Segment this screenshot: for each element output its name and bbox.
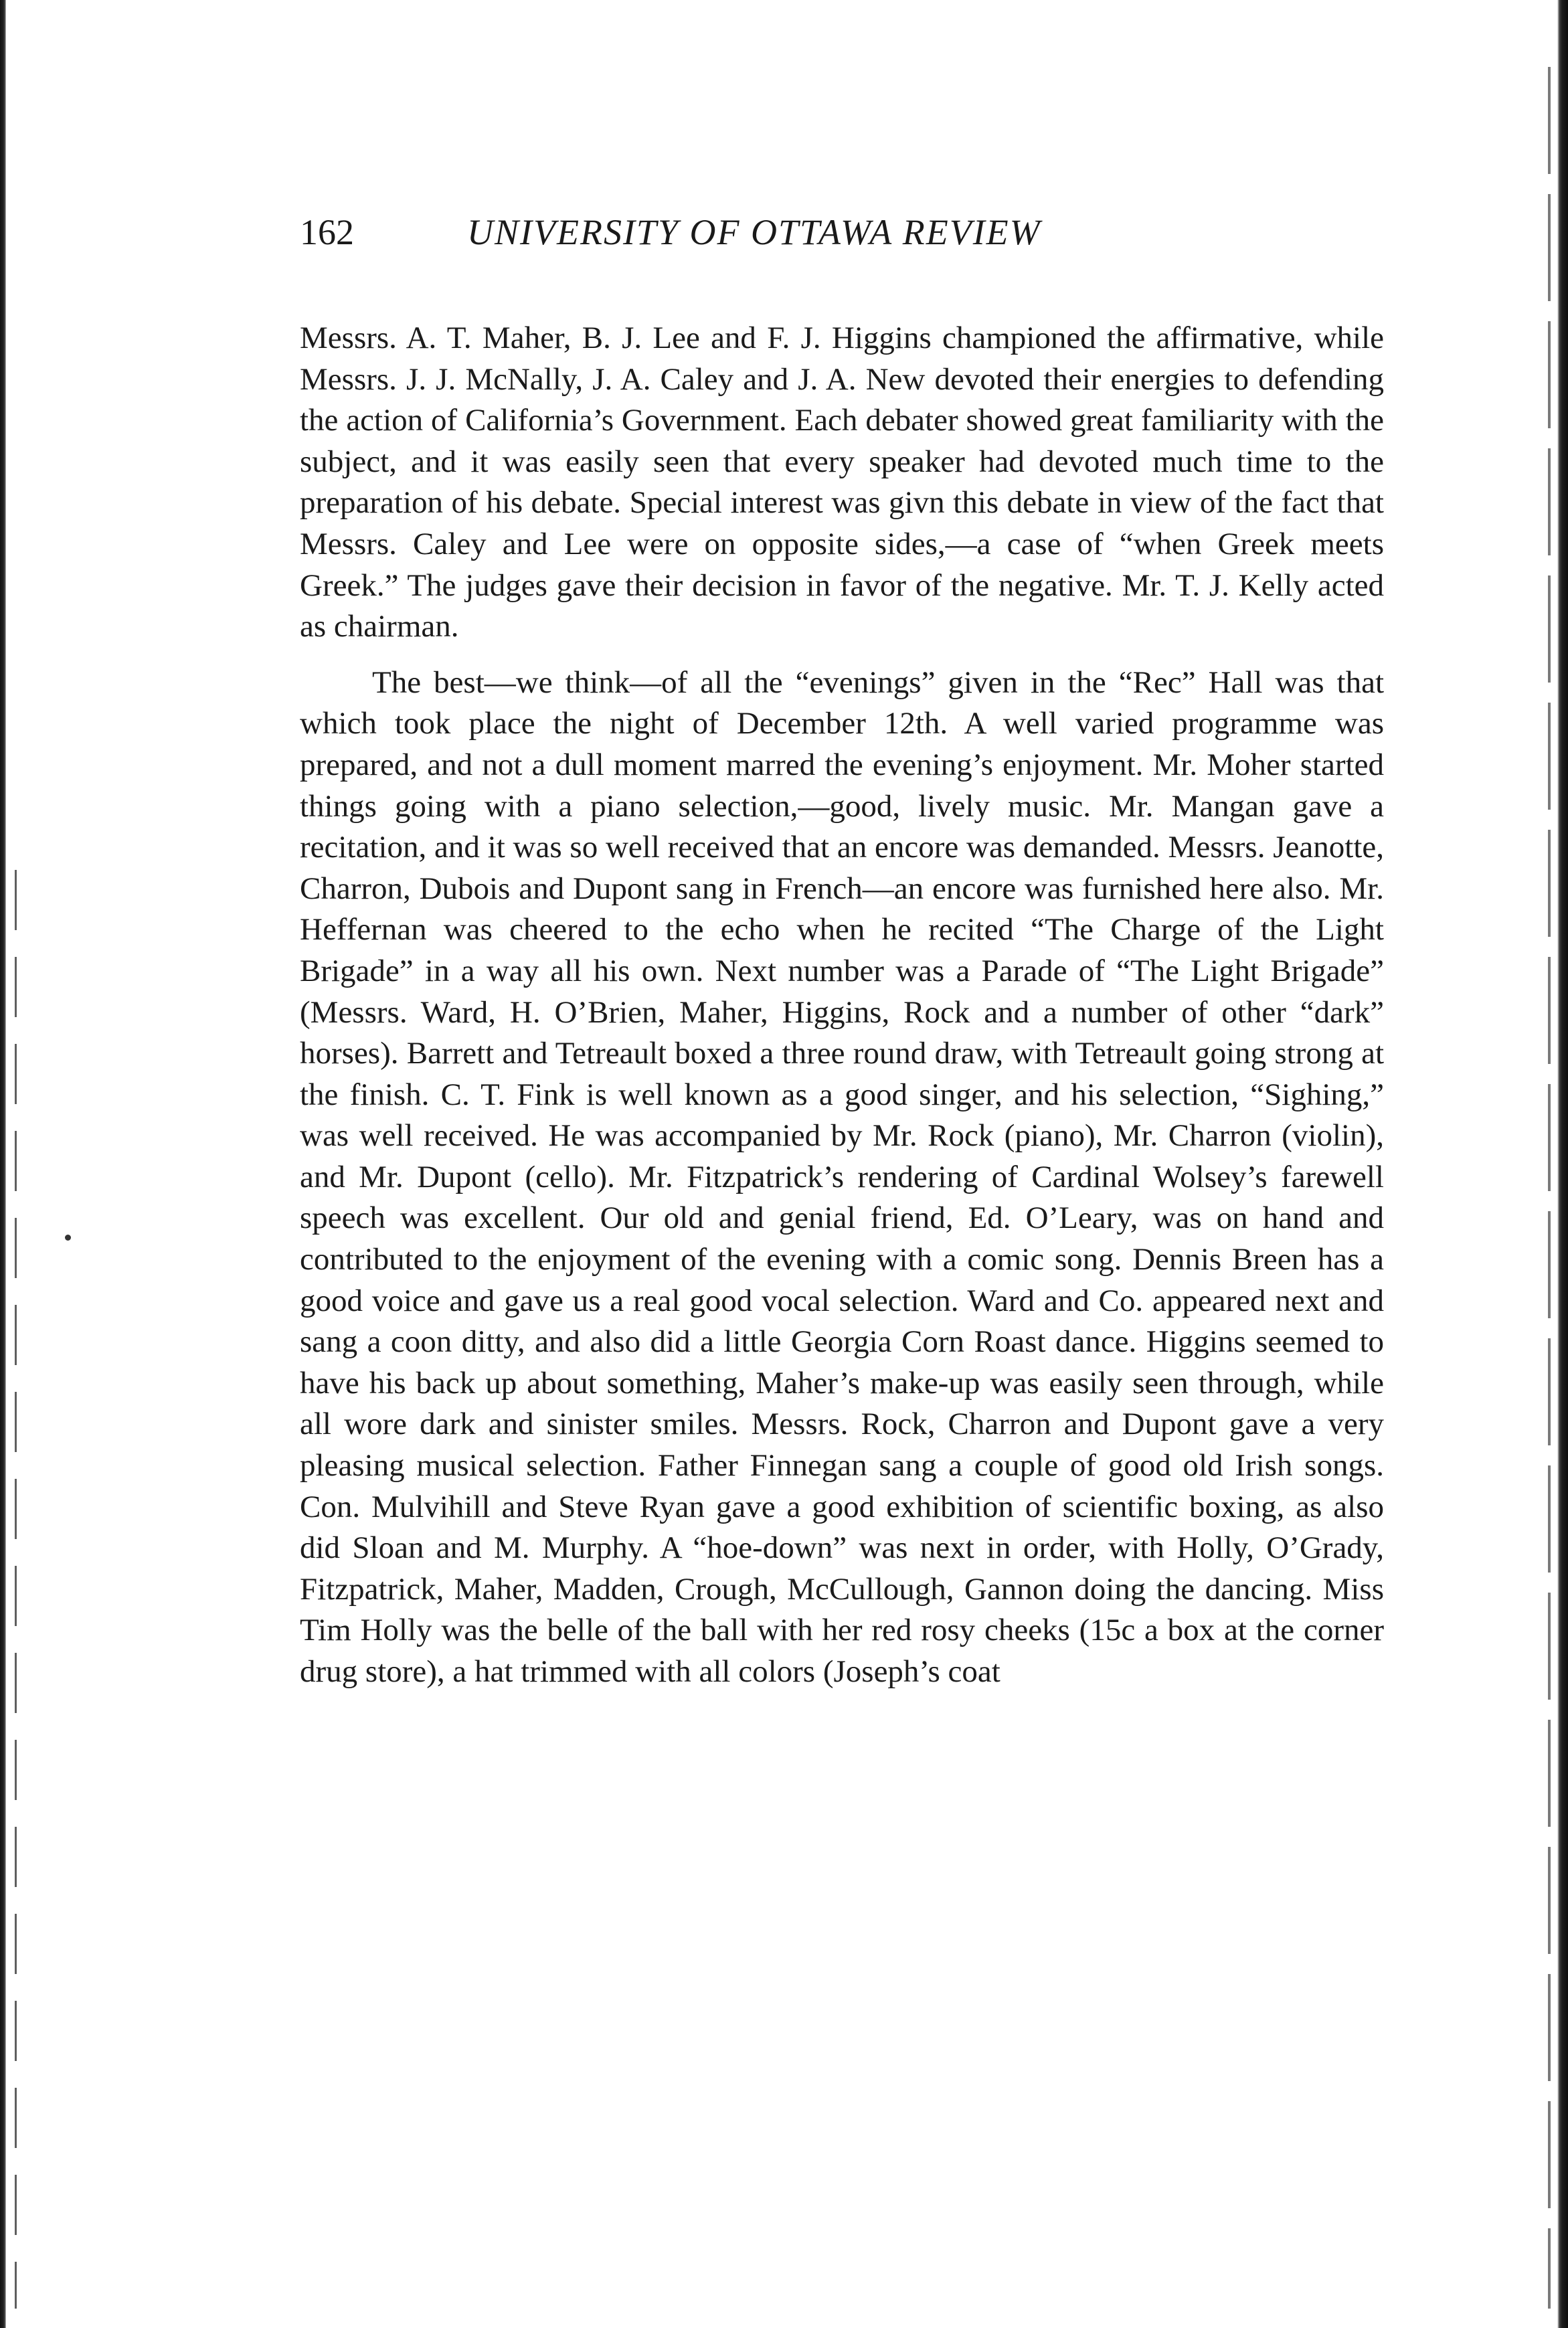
running-head bbox=[300, 211, 1384, 265]
ink-speck bbox=[65, 1235, 71, 1241]
scan-edge-right-mark bbox=[1548, 67, 1551, 2309]
page-number: 162 bbox=[300, 212, 354, 252]
paragraph-evening: The best—we think—of all the “evenings” given in the “Rec” Hall was that which took place the night of December 12th. A well varied programme was prepared, and not a dull moment marred the evening’s enjoyment. Mr. Moher started things going with a piano selection,—good, lively music. Mr. Mangan gave a recitation, and it was so well received that an encore was demanded. Messrs. Jeanotte, Charron, Dubois and Dupont sang in French—an encore was furnished here also. Mr. Heffernan was cheered to the echo when he recited “The Charge of the Light Brigade” in a way all his own. Next number was a Parade of “The Light Brigade” (Messrs. Ward, H. O’Brien, Maher, Higgins, Rock and a number of other “dark” horses). Barrett and Tetreault boxed a three round draw, with Tetreault going strong at the finish. C. T. Fink is well known as a good singer, and his selection, “Sighing,” was well received. He was accompanied by Mr. Rock (piano), Mr. Charron (violin), and Mr. Dupont (cello). Mr. Fitzpatrick’s rendering of Cardinal Wolsey’s farewell speech was excellent. Our old and genial friend, Ed. O’Leary, was on hand and contributed to the enjoyment of the evening with a comic song. Dennis Breen has a good voice and gave us a real good vocal selection. Ward and Co. appeared next and sang a coon ditty, and also did a little Georgia Corn Roast dance. Higgins seemed to have his back up about something, Maher’s make-up was easily seen through, while all wore dark and sinister smiles. Messrs. Rock, Charron and Dupont gave a very pleasing musical selection. Father Finnegan sang a couple of good old Irish songs. Con. Mulvihill and Steve Ryan gave a good exhibition of scientific boxing, as also did Sloan and M. Murphy. A “hoe-down” was next in order, with Holly, O’Grady, Fitzpatrick, Maher, Madden, Crough, McCullough, Gannon doing the dancing. Miss Tim Holly was the belle of the ball with her red rosy cheeks (15c a box at the corner drug store), a hat trimmed with all colors (Joseph’s coat bbox=[300, 664, 1384, 1689]
paragraph-debate: Messrs. A. T. Maher, B. J. Lee and F. J. Higgins championed the affirmative, while Messrs. J. J. McNally, J. A. Caley and J. A. New devoted their energies to defending the action of California’s Government. Each debater showed great familiarity with the subject, and it was easily seen that every speaker had devoted much time to the preparation of his debate. Special interest was givn this debate in view of the fact that Messrs. Caley and Lee were on opposite sides,—a case of “when Greek meets Greek.” The judges gave their decision in favor of the negative. Mr. T. J. Kelly acted as chairman. bbox=[300, 321, 1384, 644]
article-body bbox=[300, 318, 1384, 1693]
journal-title: UNIVERSITY OF OTTAWA REVIEW bbox=[467, 212, 1041, 252]
scan-edge-left-mark bbox=[15, 870, 17, 2309]
scan-edge-left bbox=[0, 0, 6, 2328]
scan-edge-right bbox=[1557, 0, 1568, 2328]
